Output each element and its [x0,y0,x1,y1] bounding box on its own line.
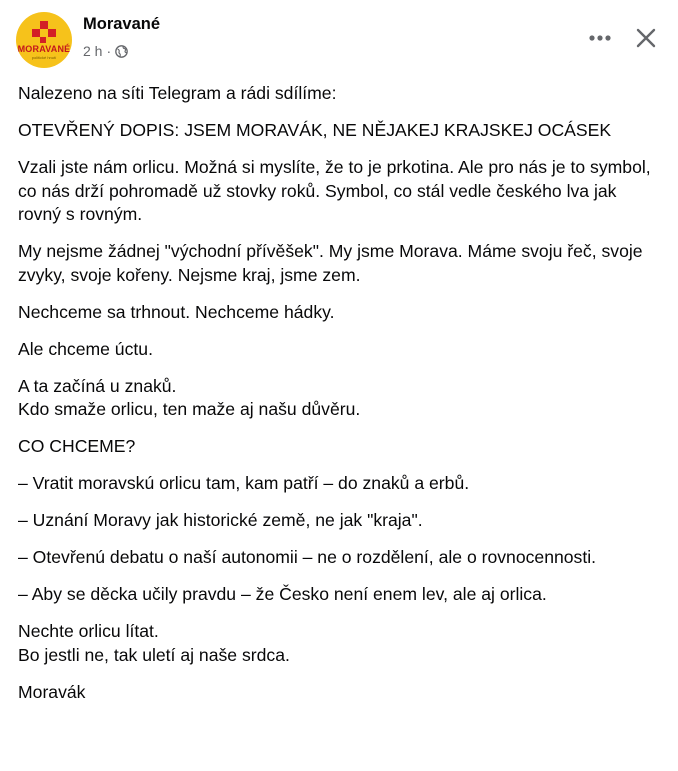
meta-separator: · [106,43,112,59]
post-paragraph: Vzali jste nám orlicu. Možná si myslíte, že to je prkotina. Ale pro nás je to symbol, co nás drží pohromadě už stovky roků. Symbol, co stál vedle českého lva jak rovný s rovným. [18,157,651,224]
post-body [18,82,662,718]
post-timestamp[interactable]: 2 h [83,43,103,59]
post-paragraph: – Vratit moravskú orlicu tam, kam patří – do znaků a erbů. [18,473,470,493]
page-name-link[interactable]: Moravané [83,15,161,33]
more-options-icon [588,35,612,41]
post-header [16,12,662,68]
post-paragraph: – Aby se děcka učily pravdu – že Česko není enem lev, ale aj orlica. [18,584,547,604]
post-paragraph: – Uznání Moravy jak historické země, ne jak "kraja". [18,510,423,530]
post-paragraph: CO CHCEME? [18,436,136,456]
post-paragraph: Nechte orlicu lítat. Bo jestli ne, tak uletí aj naše srdca. [18,621,290,665]
post-paragraph: – Otevřenú debatu o naší autonomii – ne o rozdělení, ale o rovnocennosti. [18,547,597,567]
post-paragraph: Nechceme sa trhnout. Nechceme hádky. [18,301,335,322]
page-avatar[interactable] [16,12,72,68]
logo-subtext: politické hnutí [31,55,57,60]
post-paragraph: Nalezeno na síti Telegram a rádi sdílíme: [18,83,337,103]
post-paragraph: Moravák [18,681,86,702]
post-paragraph: OTEVŘENÝ DOPIS: JSEM MORAVÁK, NE NĚJAKEJ KRAJSKEJ OCÁSEK [18,120,612,140]
logo-text: MORAVANÉ [17,44,71,54]
more-options-button[interactable] [584,22,616,54]
post-meta [83,43,128,59]
post-paragraph: My nejsme žádnej "východní přívěšek". My jsme Morava. Máme svoju řeč, svoje zvyky, svoje kořeny. Nejsme kraj, jsme zem. [18,241,643,285]
close-button[interactable] [630,22,662,54]
close-icon [636,28,656,48]
post-paragraph: A ta začíná u znaků. Kdo smaže orlicu, ten maže aj našu důvěru. [18,375,361,419]
globe-icon[interactable] [115,45,128,58]
post-paragraph: Ale chceme úctu. [18,338,153,359]
logo-mark-icon [32,21,56,43]
